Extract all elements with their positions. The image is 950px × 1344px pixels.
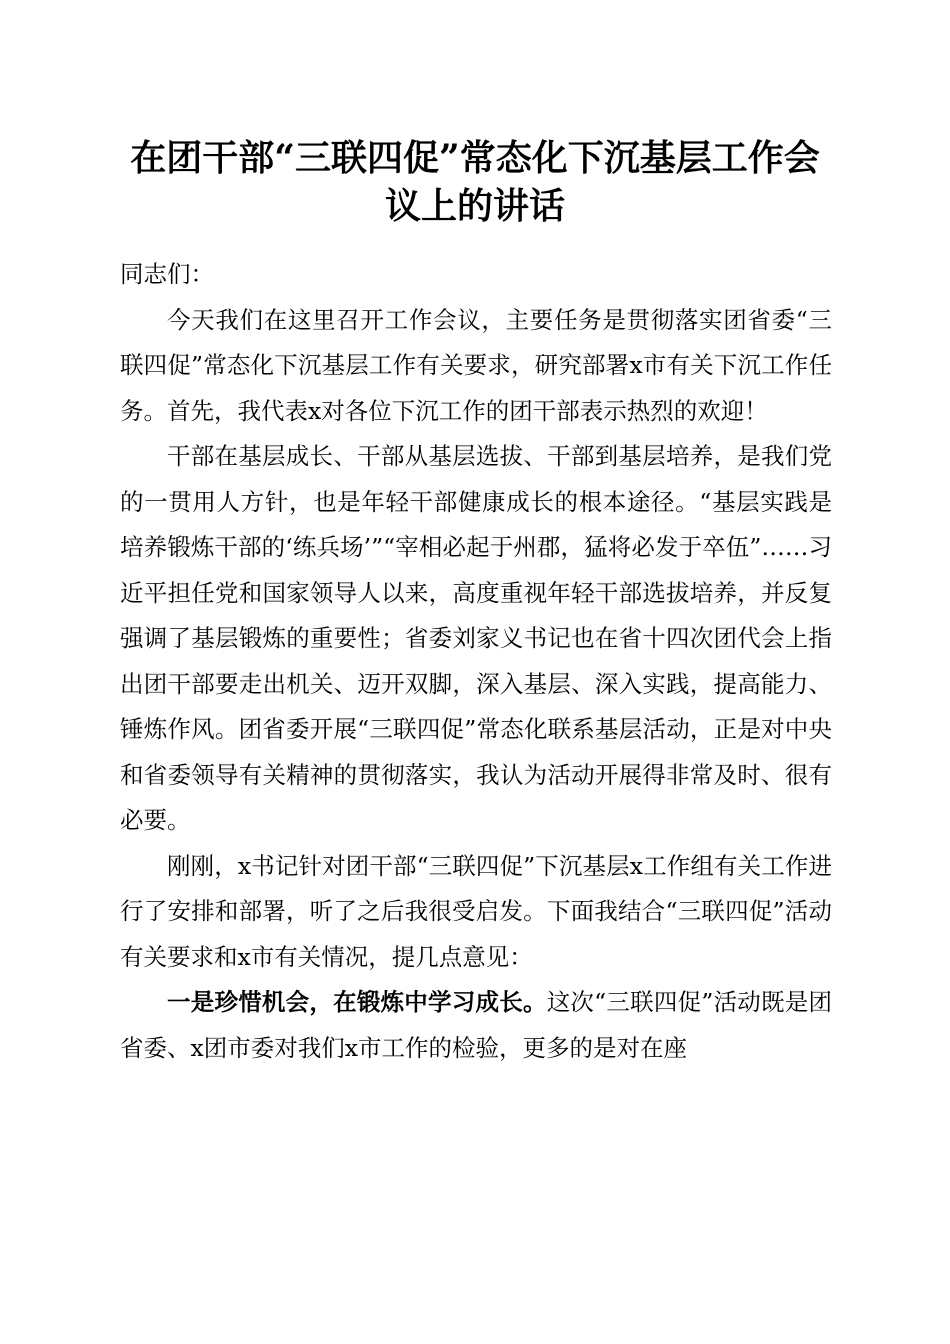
paragraph-arrangement: 刚刚，x书记针对团干部“三联四促”下沉基层x工作组有关工作进行了安排和部署，听了之后我很受启发。下面我结合“三联四促”活动有关要求和x市有关情况，提几点意见： [120, 851, 832, 971]
paragraph-opening: 今天我们在这里召开工作会议，主要任务是贯彻落实团省委“三联四促”常态化下沉基层工作有关要求，研究部署x市有关下沉工作任务。首先，我代表x对各位下沉工作的团干部表示热烈的欢迎！ [120, 305, 832, 425]
document-title-line-1: 在团干部“三联四促”常态化下沉基层工作会 [130, 137, 820, 179]
document-body [120, 252, 832, 1071]
point-one-heading: 一是珍惜机会，在锻炼中学习成长。 [167, 988, 547, 1016]
salutation: 同志们： [120, 260, 214, 288]
paragraph-grassroots-training: 干部在基层成长、干部从基层选拔、干部到基层培养，是我们党的一贯用人方针，也是年轻干部健康成长的根本途径。“基层实践是培养锻炼干部的‘练兵场’”“宰相必起于州郡，猛将必发于卒伍”……习近平担任党和国家领导人以来，高度重视年轻干部选拔培养，并反复强调了基层锻炼的重要性；省委刘家义书记也在省十四次团代会上指出团干部要走出机关、迈开双脚，深入基层、深入实践，提高能力、锤炼作风。团省委开展“三联四促”常态化联系基层活动，正是对中央和省委领导有关精神的贯彻落实，我认为活动开展得非常及时、很有必要。 [120, 442, 832, 834]
document-title-line-2: 议上的讲话 [384, 185, 565, 227]
point-one-text: 这次“三联四促”活动既是团省委、x团市委对我们x市工作的检验，更多的是对在座 [120, 988, 833, 1062]
paragraph-point-one [120, 980, 832, 1071]
